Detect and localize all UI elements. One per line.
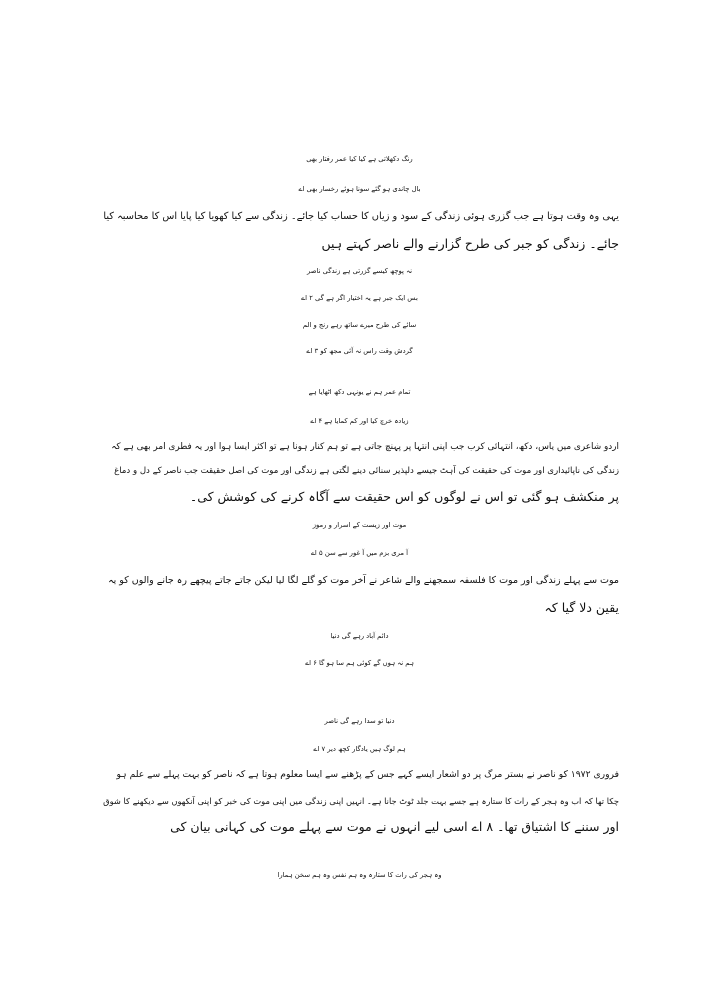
prose-line: جائے۔ زندگی کو جبر کی طرح گزارنے والے ناصر کہتے ہیں (321, 236, 619, 251)
verse-line: نہ پوچھ کیسے گزرتی ہے زندگی ناصر (307, 267, 412, 275)
verse-line: ہم لوگ ہیں یادگار کچھ دیر ۷ اے (313, 745, 406, 753)
verse-line: بال چاندی ہو گئے سونا ہوئے رخسار بھی اے (298, 185, 421, 193)
prose-line: موت سے پہلے زندگی اور موت کا فلسفہ سمجھنے والے شاعر نے آخر موت کو گلے لگا لیا لیکن جاتے جاتے پیچھے رہ جانے والوں کو یہ (108, 575, 619, 586)
verse-line: سائے کی طرح میرے ساتھ رہے رنج و الم (302, 321, 417, 329)
verse-line: دنیا تو سدا رہے گی ناصر (324, 717, 395, 725)
prose-line: اور سننے کا اشتیاق تھا۔ ۸ اے اسی لیے انہوں نے موت سے پہلے موت کی کہانی بیان کی (170, 819, 619, 834)
prose-line: زندگی کی ناپائیداری اور موت کی حقیقت کی آہٹ جیسے دلپذیر سنائی دینے لگتی ہے زندگی اور موت کی اصل حقیقت جب ناصر کے دل و دماغ (114, 466, 619, 476)
verse-line: موت اور زیست کے اسرار و رموز (312, 521, 407, 529)
verse-line: وہ ہجر کی رات کا ستارہ وہ ہم نفس وہ ہم سخن ہمارا (277, 871, 442, 879)
prose-line: یقین دلا گیا کہ (544, 600, 619, 615)
verse-line: تمام عمر ہم نے یونہی دکھ اٹھایا ہے (308, 388, 411, 396)
verse-line: بس ایک جبر ہے یہ اختیار اگر ہے گی ۲ اے (301, 294, 418, 302)
verse-line: گردش وقت راس نہ آئی مجھ کو ۳ اے (306, 347, 413, 355)
prose-line: فروری ۱۹۷۲ کو ناصر نے بستر مرگ پر دو اشعار ایسے کہے جس کے پڑھنے سے ایسا معلوم ہوتا ہے کہ ناصر کو بہت پہلے سے علم ہو (116, 769, 619, 780)
prose-line: یہی وہ وقت ہوتا ہے جب گزری ہوئی زندگی کے سود و زیاں کا حساب کیا جائے۔ زندگی سے کیا کھویا کیا پایا اس کا محاسبہ کیا (103, 211, 619, 222)
prose-line: اردو شاعری میں یاس، دکھ، انتہائی کرب جب اپنی انتہا پر پہنچ جاتی ہے تو ہم کنار ہونا ہے تو اکثر ایسا ہوا اور یہ فطری امر بھی ہے کہ (111, 442, 619, 452)
prose-line: چکا تھا کہ اب وہ ہجر کے رات کا ستارہ ہے جسے بہت جلد ٹوٹ جانا ہے۔ انہیں اپنی زندگی میں اپنی موت کی خبر کو اپنی آنکھوں سے دیکھنے کا شوق (103, 796, 619, 806)
prose-line: پر منکشف ہو گئی تو اس نے لوگوں کو اس حقیقت سے آگاہ کرنے کی کوشش کی۔ (189, 489, 619, 504)
verse-line: زیادہ خرچ کیا اور کم کمایا ہے ۴ اے (310, 417, 409, 425)
verse-line: رنگ دکھلاتی ہے کیا کیا عمر رفتار بھی (306, 155, 413, 163)
verse-line: دائم آباد رہے گی دنیا (330, 632, 389, 640)
verse-line: آ مری بزم میں آ غور سے سن ۵ اے (310, 549, 409, 557)
verse-line: ہم نہ ہوں گے کوئی ہم سا ہو گا ۶ اے (305, 659, 414, 667)
